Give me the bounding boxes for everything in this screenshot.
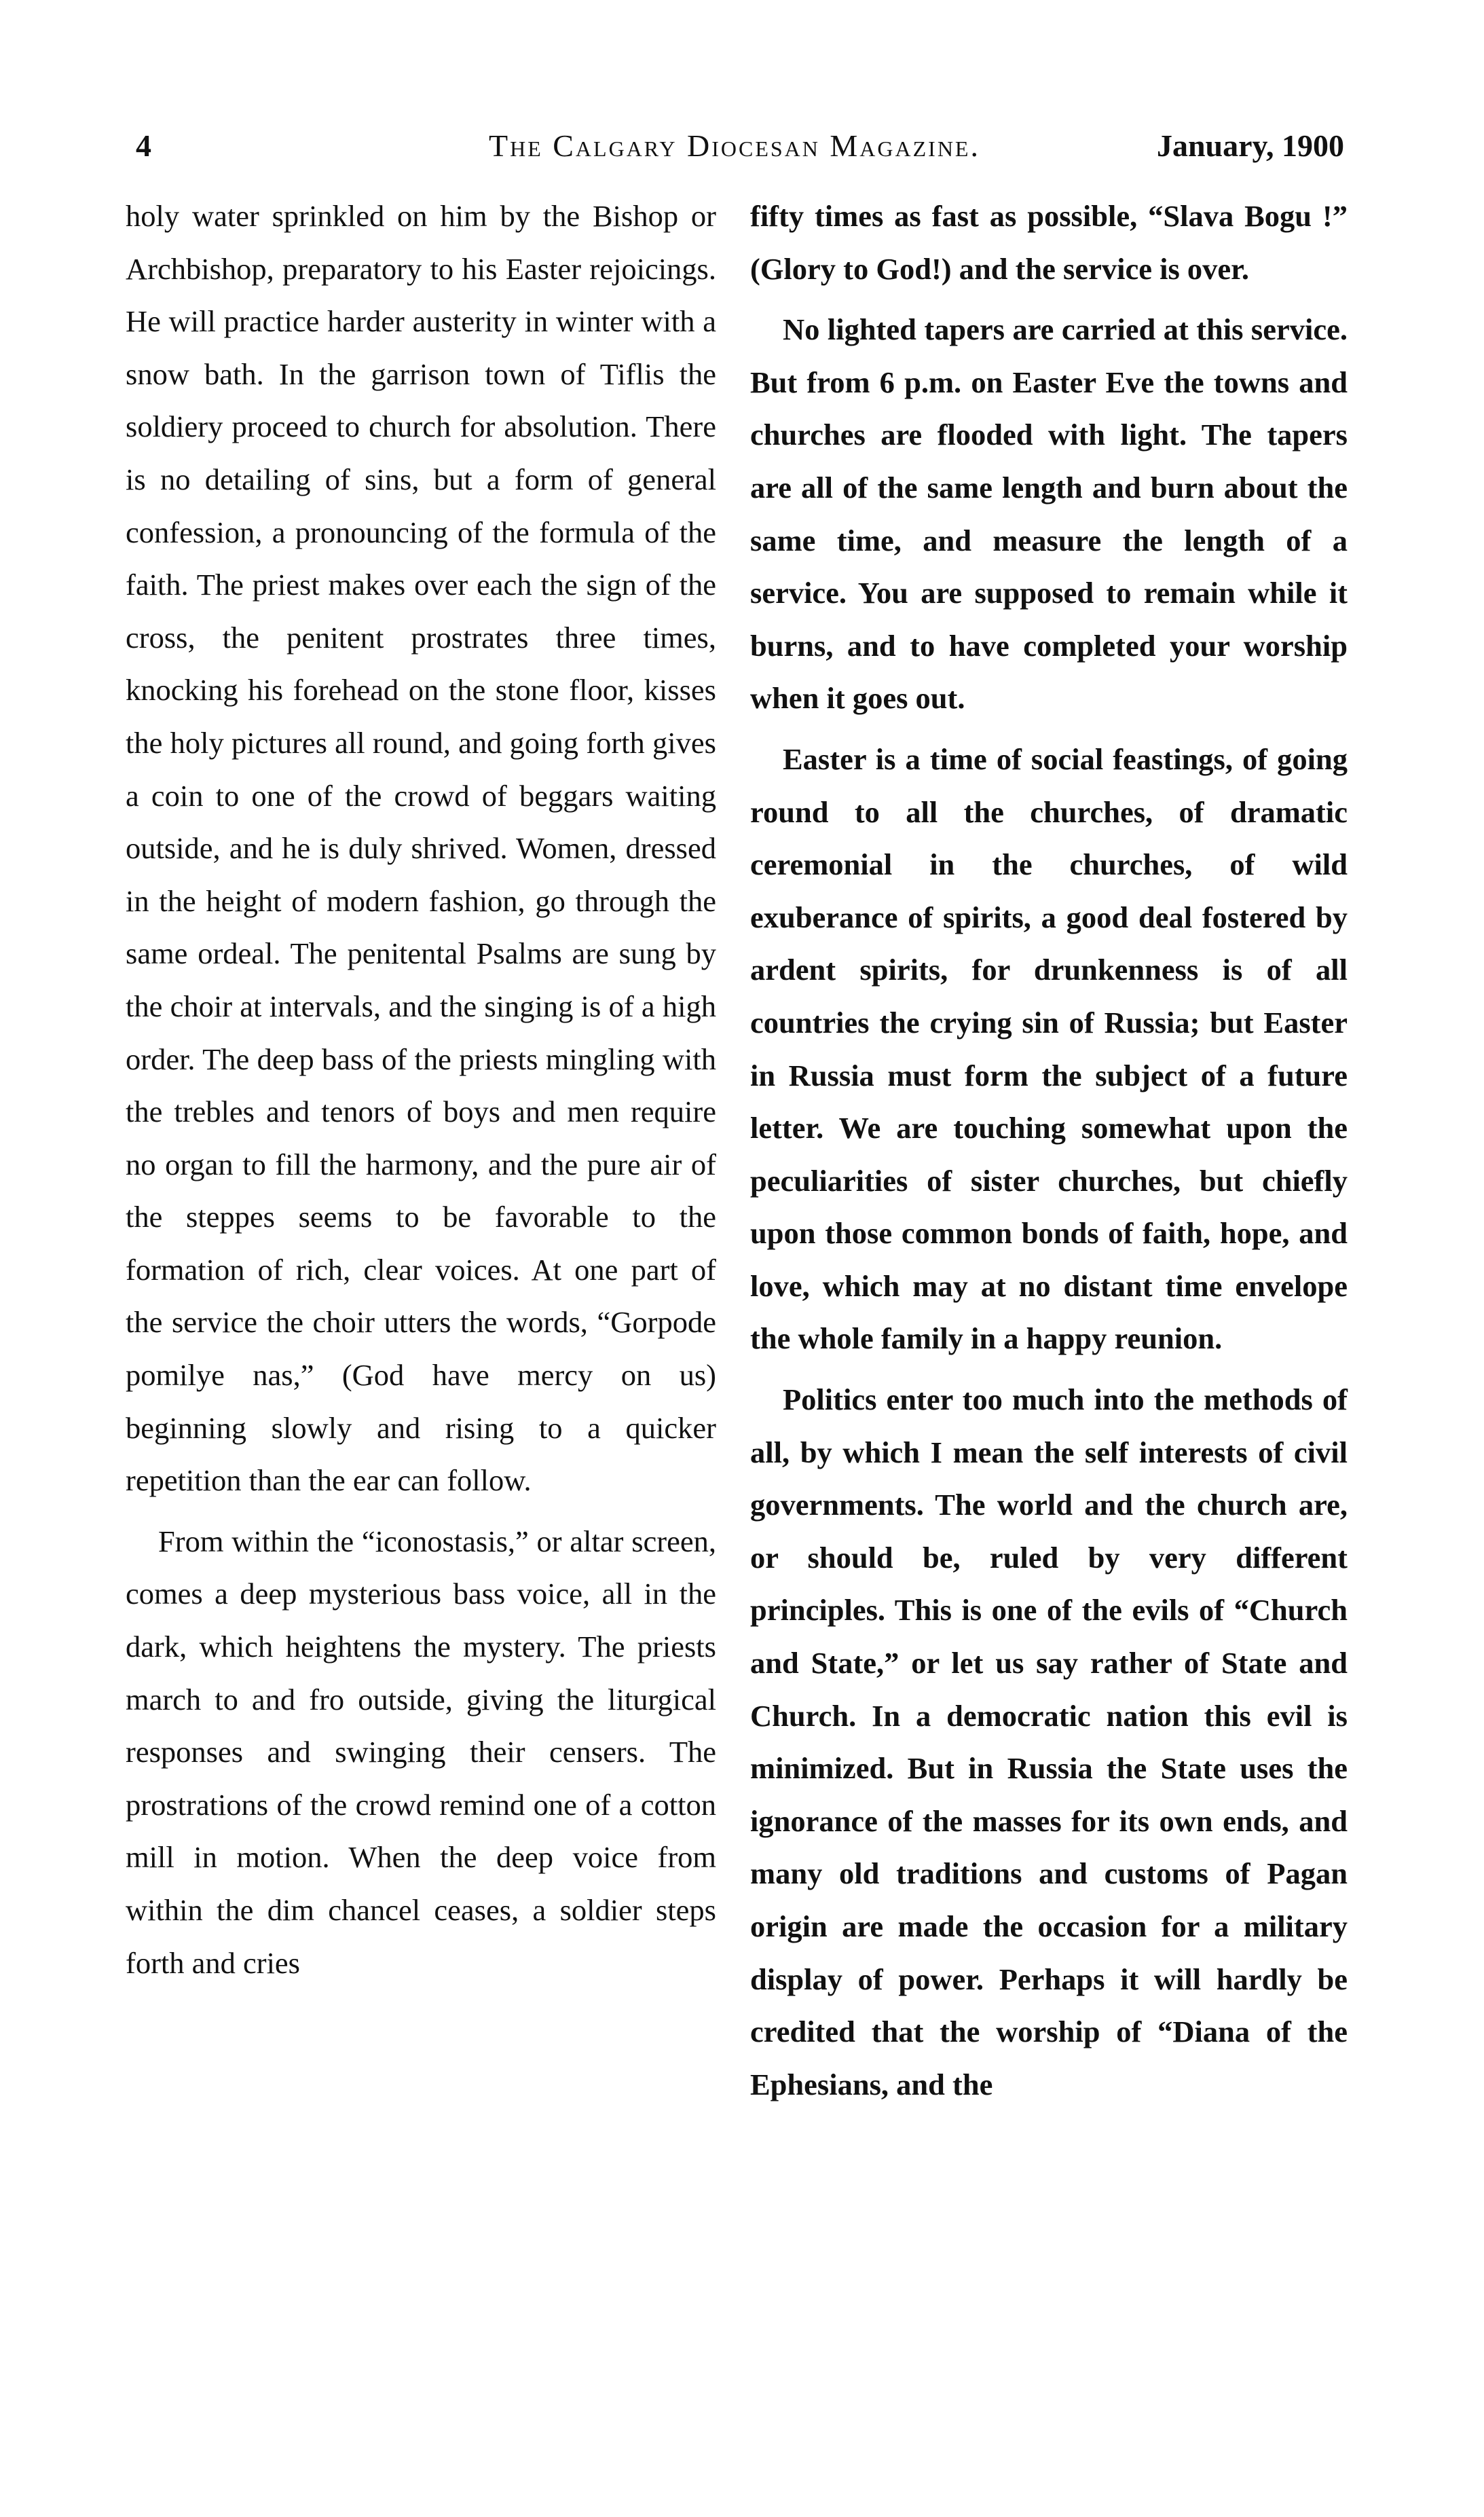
right-paragraph-1: fifty times as fast as possible, “Slava Bogu !” (Glory to God!) and the service is over. [750,199,1348,286]
issue-date: January, 1900 [1156,128,1344,163]
page-header [109,115,1344,177]
magazine-title: The Calgary Diocesan Magazine. [489,128,980,163]
right-paragraph-4: Politics enter too much into the methods of all, by which I mean the self interests of civil governments. The world and the church are, or should be, ruled by very different principles. This is one of the evils of “Church and State,” or let us say rather of State and Church. In a democratic nation this evil is minimized. But in Russia the State uses the ignorance of the masses for its own ends, and many old traditions and customs of Pagan origin are made the occasion for a military display of power. Perhaps it will hardly be credited that the worship of “Diana of the Ephesians, and the [750,1382,1348,2101]
left-column [126,190,716,1989]
left-paragraph-1: holy water sprinkled on him by the Bishop or Archbishop, preparatory to his Easter rejoicings. He will practice harder austerity in winter with a snow bath. In the garrison town of Tiflis the soldiery proceed to church for absolution. There is no detailing of sins, but a form of general confession, a pronouncing of the formula of the faith. The priest makes over each the sign of the cross, the penitent prostrates three times, knocking his forehead on the stone floor, kisses the holy pictures all round, and going forth gives a coin to one of the crowd of beggars waiting outside, and he is duly shrived. Women, dressed in the height of modern fashion, go through the same ordeal. The penitental Psalms are sung by the choir at intervals, and the singing is of a high order. The deep bass of the priests mingling with the trebles and tenors of boys and men require no organ to fill the harmony, and the pure air of the steppes seems to be favorable to the formation of rich, clear voices. At one part of the service the choir utters the words, “Gorpode pomilye nas,” (God have mercy on us) beginning slowly and rising to a quicker repetition than the ear can follow. [126,199,716,1498]
right-column [750,190,1348,2111]
page-number: 4 [136,128,151,163]
left-paragraph-2: From within the “iconostasis,” or altar screen, comes a deep mysterious bass voice, all in the dark, which heightens the mystery. The priests march to and fro outside, giving the liturgical responses and swinging their censers. The prostrations of the crowd remind one of a cotton mill in motion. When the deep voice from within the dim chancel ceases, a soldier steps forth and cries [126,1524,716,1980]
right-paragraph-2: No lighted tapers are carried at this service. But from 6 p.m. on Easter Eve the towns and churches are flooded with light. The tapers are all of the same length and burn about the same time, and measure the length of a service. You are supposed to remain while it burns, and to have completed your worship when it goes out. [750,312,1348,716]
right-paragraph-3: Easter is a time of social feastings, of going round to all the churches, of dramatic ceremonial in the churches, of wild exuberance of spirits, a good deal fostered by ardent spirits, for drunkenness is of all countries the crying sin of Russia; but Easter in Russia must form the subject of a future letter. We are touching somewhat upon the peculiarities of sister churches, but chiefly upon those common bonds of faith, hope, and love, which may at no distant time envelope the whole family in a happy reunion. [750,741,1348,1356]
